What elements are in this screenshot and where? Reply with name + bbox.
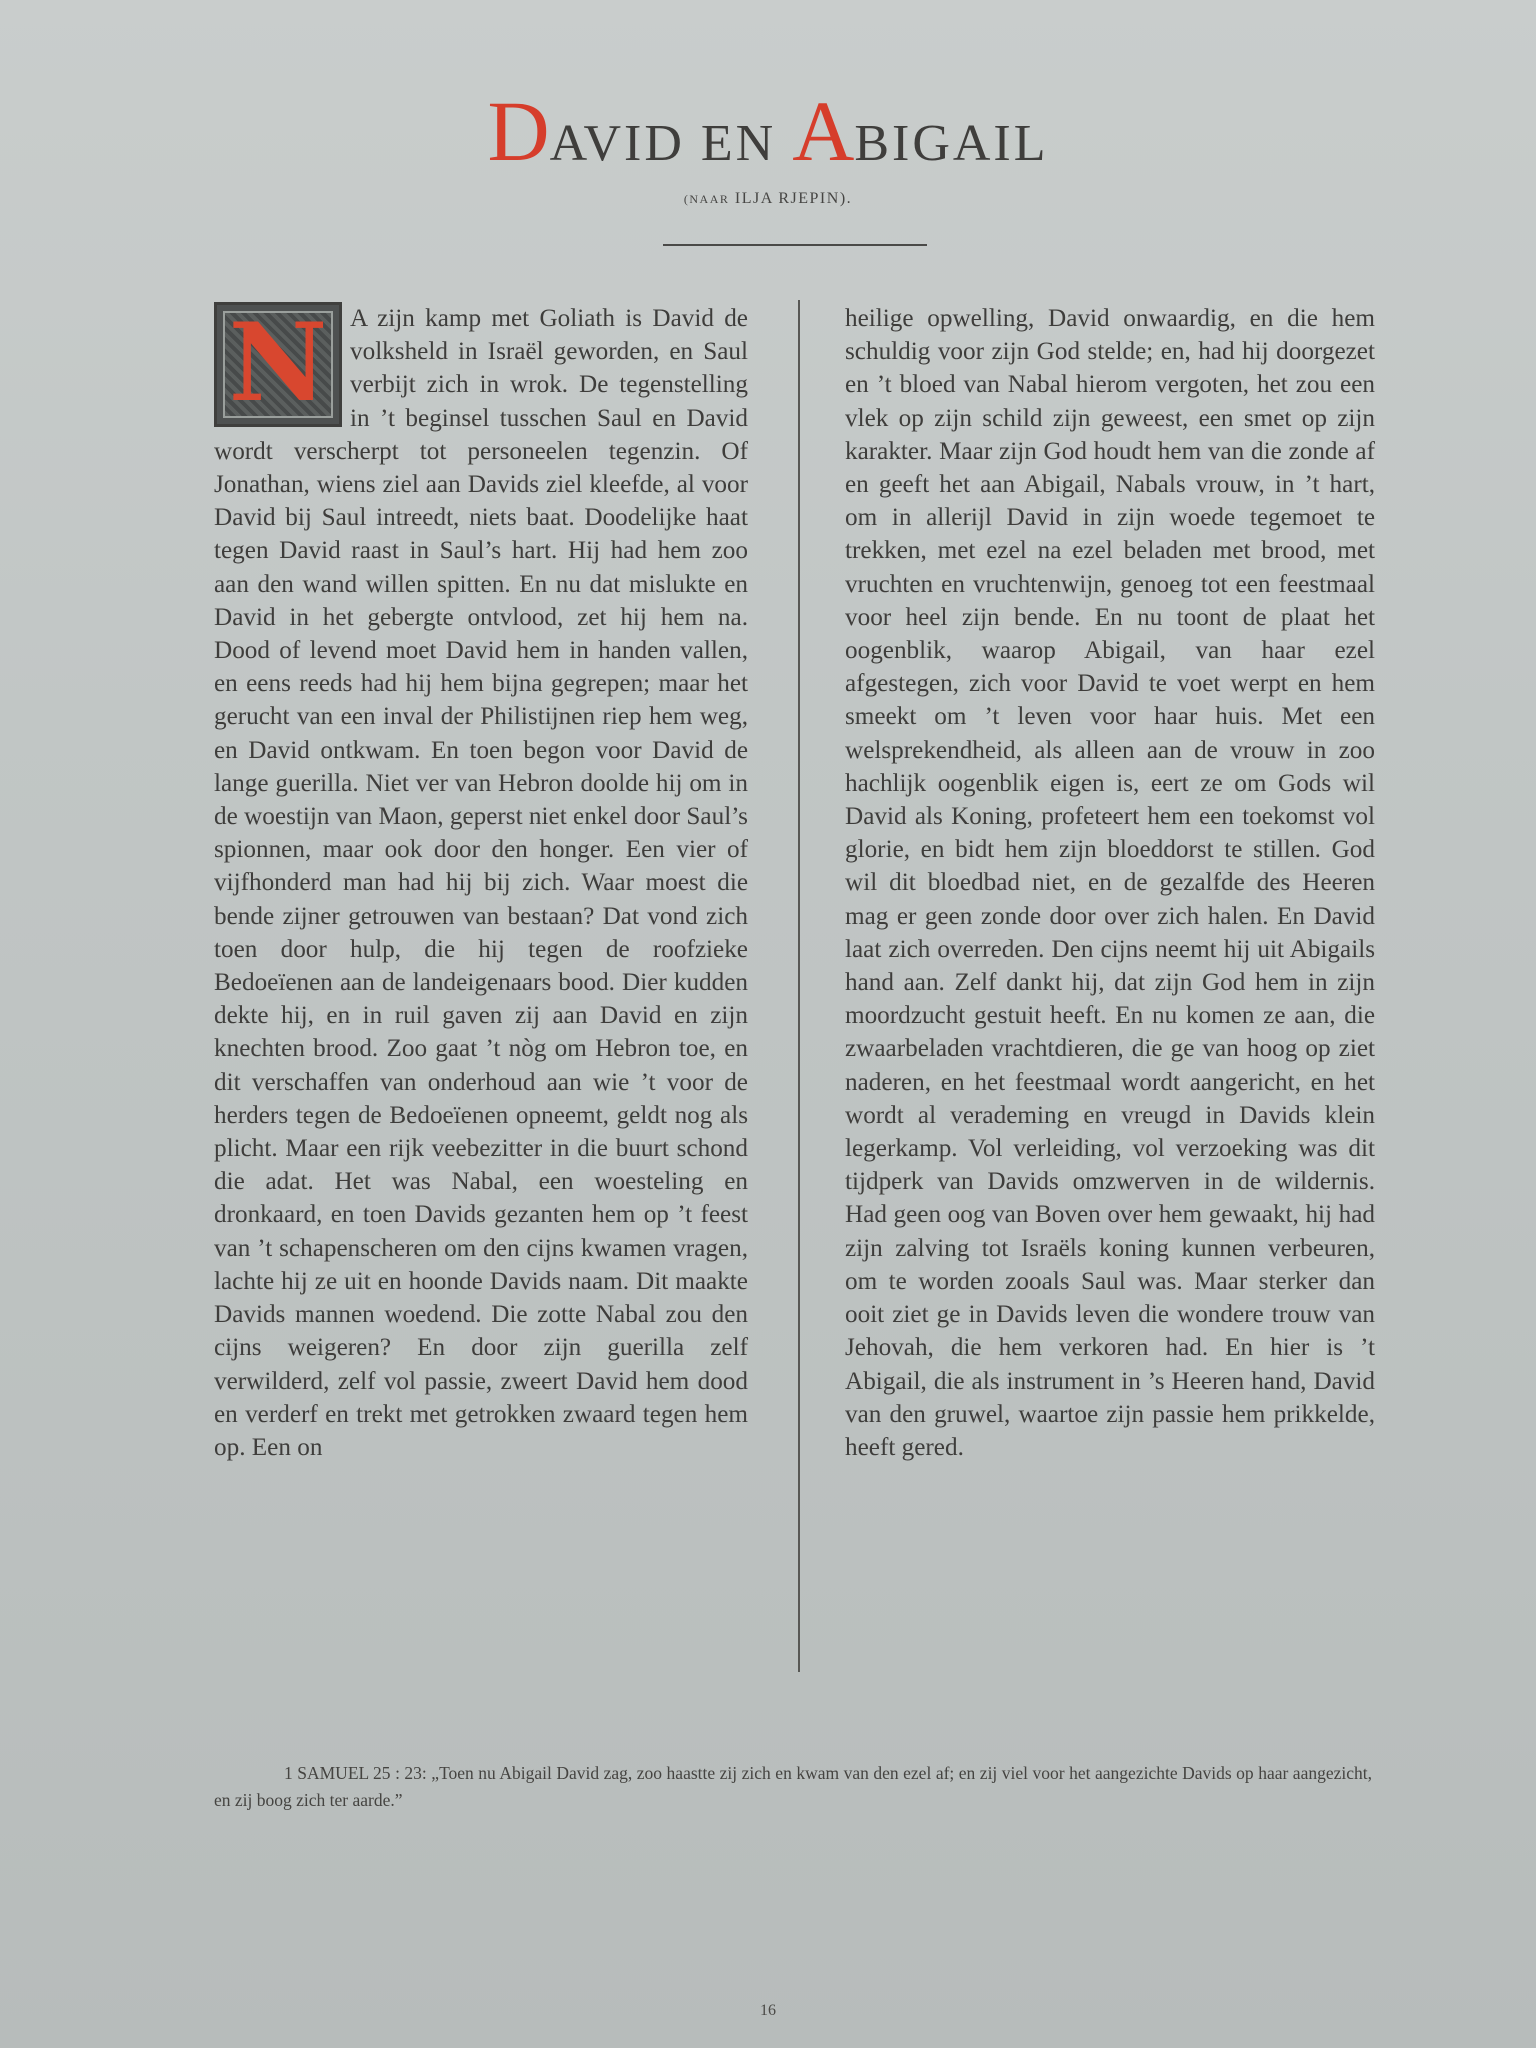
left-column-text: A zijn kamp met Goliath is David de volksheld in Israël geworden, en Saul verbijt zich in wrok. De tegenstelling in ’t beginsel tusschen Saul en David wordt verscherpt tot personeelen tegenzin. Of Jonathan, wiens ziel aan Davids ziel kleefde, al voor David bij Saul intreedt, niets baat. Doodelijke haat tegen David raast in Saul’s hart. Hij had hem zoo aan den wand willen spitten. En nu dat mislukte en David in het gebergte ontvlood, zet hij hem na. Dood of levend moet David hem in handen vallen, en eens reeds had hij hem bijna gegrepen; maar het gerucht van een inval der Philistijnen riep hem weg, en David ontkwam. En toen begon voor David de lange guerilla. Niet ver van Hebron doolde hij om in de woestijn van Maon, geperst niet enkel door Saul’s spionnen, maar ook door den honger. Een vier of vijfhonderd man had hij bij zich. Waar moest die bende zijner getrouwen van bestaan? Dat vond zich toen door hulp, die hij tegen de roofzieke Bedoeïenen aan de landeigenaars bood. Dier kudden dekte hij, en in ruil gaven zij aan David en zijn knechten brood. Zoo gaat ’t nòg om Hebron toe, en dit verschaffen van onderhoud aan wie ’t voor de herders tegen de Bedoeïenen opneemt, geldt nog als plicht. Maar een rijk veebezitter in die buurt schond die adat. Het was Nabal, een woesteling en dronkaard, en toen Davids gezanten hem op ’t feest van ’t schapenscheren om den cijns kwamen vragen, lachte hij ze uit en hoonde Davids naam. Dit maakte Davids mannen woedend. Die zotte Nabal zou den cijns weigeren? En door zijn guerilla zelf verwilderd, zelf vol passie, zweert David hem dood en verderf en trekt met getrokken zwaard tegen hem op. Een on	[214, 305, 748, 1461]
left-column	[214, 302, 748, 1464]
column-divider	[798, 300, 800, 1672]
title-divider	[663, 244, 927, 246]
subtitle-artist: ILJA RJEPIN).	[734, 190, 853, 207]
title-text-part1: AVID EN	[549, 115, 793, 172]
right-column	[845, 302, 1375, 1464]
page-title	[0, 83, 1536, 179]
drop-cap	[214, 302, 342, 427]
title-initial-a: A	[792, 83, 855, 179]
drop-cap-letter: N	[228, 300, 328, 426]
title-initial-d: D	[487, 83, 550, 179]
subtitle	[0, 190, 1536, 208]
bible-verse-caption: 1 SAMUEL 25 : 23: „Toen nu Abigail David zag, zoo haastte zij zich en kwam van den ezel af; en zij viel voor het aangezichte Davids op haar aangezicht, en zij boog zich ter aarde.”	[214, 1763, 1372, 1810]
page-number: 16	[760, 2002, 776, 2019]
subtitle-prefix: (NAAR	[683, 192, 730, 206]
title-text-part2: BIGAIL	[854, 115, 1049, 172]
right-column-text: heilige opwelling, David onwaardig, en die hem schuldig voor zijn God stelde; en, had hij doorgezet en ’t bloed van Nabal hierom vergoten, het zou een vlek op zijn schild zijn geweest, een smet op zijn karakter. Maar zijn God houdt hem van die zonde af en geeft het aan Abigail, Nabals vrouw, in ’t hart, om in allerijl David in zijn woede tegemoet te trekken, met ezel na ezel beladen met brood, met vruchten en vruchtenwijn, genoeg tot een feestmaal voor heel zijn bende. En nu toont de plaat het oogenblik, waarop Abigail, van haar ezel afgestegen, zich voor David te voet werpt en hem smeekt om ’t leven voor haar huis. Met een welsprekendheid, als alleen aan de vrouw in zoo hachlijk oogenblik eigen is, eert ze om Gods wil David als Koning, profeteert hem een toekomst vol glorie, en bidt hem zijn bloeddorst te stillen. God wil dit bloedbad niet, en de gezalfde des Heeren mag er geen zonde door over zich halen. En David laat zich overreden. Den cijns neemt hij uit Abigails hand aan. Zelf dankt hij, dat zijn God hem in zijn moordzucht gestuit heeft. En nu komen ze aan, die zwaarbeladen vrachtdieren, die ge van hoog op ziet naderen, en het feestmaal wordt aangericht, en het wordt al verademing en vreugd in Davids klein legerkamp. Vol verleiding, vol verzoeking was dit tijdperk van Davids omzwerven in de wildernis. Had geen oog van Boven over hem gewaakt, hij had zijn zalving tot Israëls koning kunnen verbeuren, om te worden zooals Saul was. Maar sterker dan ooit ziet ge in Davids leven die wondere trouw van Jehovah, die hem verkoren had. En hier is ’t Abigail, die als instrument in ’s Heeren hand, David van den gruwel, waartoe zijn passie hem prikkelde, heeft gered.	[845, 305, 1375, 1461]
